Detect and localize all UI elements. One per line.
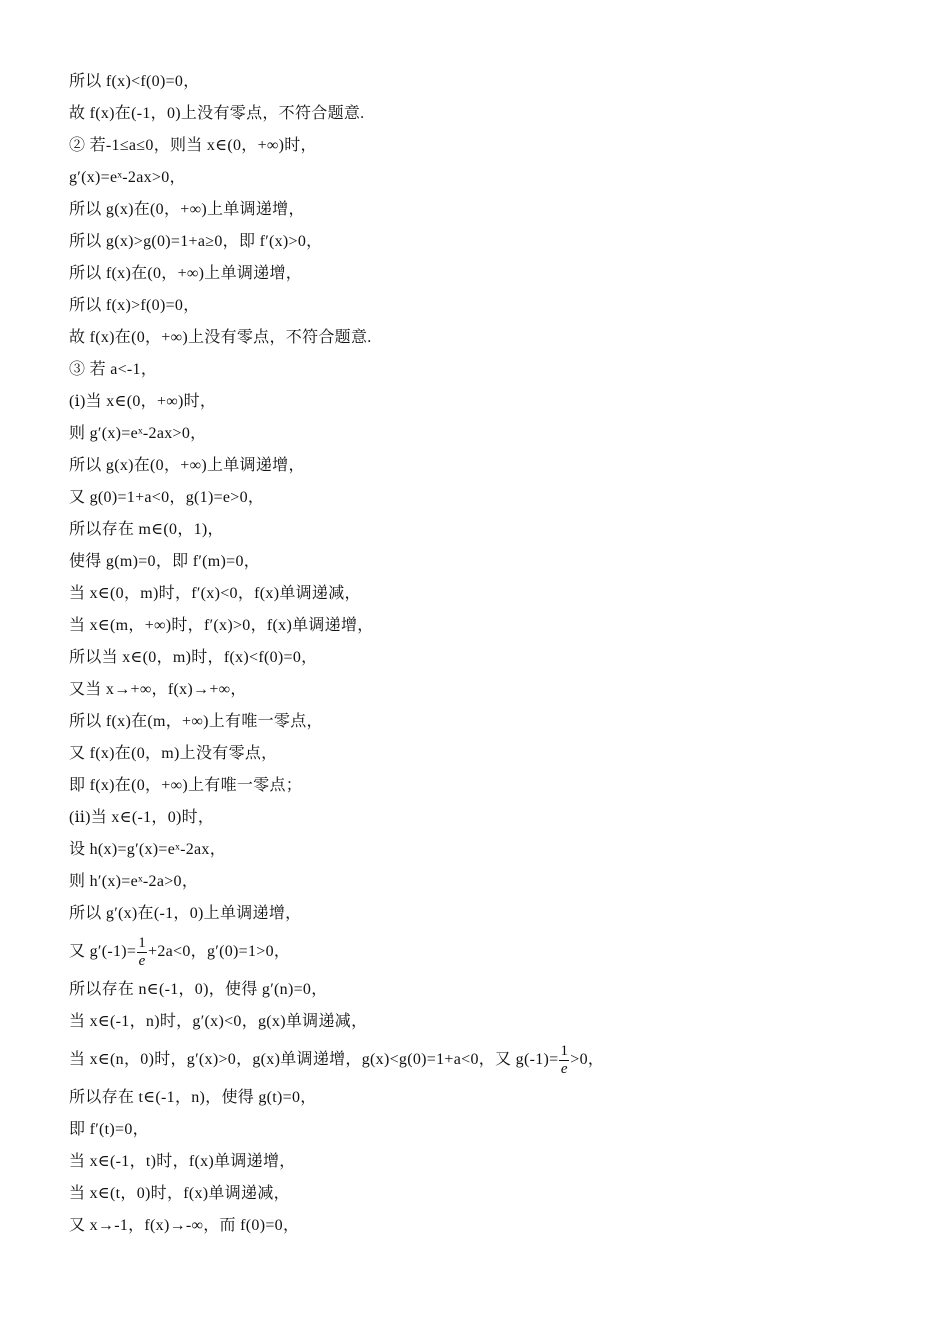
line-before-fraction: 又 g′(-1)= xyxy=(69,943,137,960)
text-line: 所以 f(x)>f(0)=0， xyxy=(69,297,200,314)
text-line: 故 f(x)在(0，+∞)上没有零点，不符合题意. xyxy=(69,329,372,346)
text-line: 所以存在 n∈(-1，0)，使得 g′(n)=0， xyxy=(69,981,328,998)
text-line: 当 x∈(t，0)时，f(x)单调递减， xyxy=(69,1185,290,1202)
text-line: g′(x)=eˣ-2ax>0， xyxy=(69,169,186,186)
line-after-fraction: +2a<0，g′(0)=1>0， xyxy=(148,943,291,960)
fraction-denominator: e xyxy=(138,952,146,969)
text-line: 则 h′(x)=eˣ-2a>0， xyxy=(69,873,199,890)
text-line: 设 h(x)=g′(x)=eˣ-2ax， xyxy=(69,841,227,858)
text-line: 所以 g(x)>g(0)=1+a≥0，即 f′(x)>0， xyxy=(69,233,323,250)
text-line: 所以存在 m∈(0，1)， xyxy=(69,521,224,538)
text-line: 所以 g′(x)在(-1，0)上单调递增， xyxy=(69,905,302,922)
text-line: 所以 g(x)在(0，+∞)上单调递增， xyxy=(69,201,305,218)
text-line: 则 g′(x)=eˣ-2ax>0， xyxy=(69,425,207,442)
text-line: ③ 若 a<-1， xyxy=(69,361,158,378)
text-line: 即 f′(t)=0， xyxy=(69,1121,149,1138)
fraction-numerator: 1 xyxy=(138,934,147,951)
text-line: 即 f(x)在(0，+∞)上有唯一零点； xyxy=(69,777,303,794)
text-line: 所以 f(x)在(m，+∞)上有唯一零点， xyxy=(69,713,323,730)
text-line: 当 x∈(-1，n)时，g′(x)<0，g(x)单调递减， xyxy=(69,1013,368,1030)
text-line: 所以 f(x)在(0，+∞)上单调递增， xyxy=(69,265,303,282)
text-line: 当 x∈(m，+∞)时，f′(x)>0，f(x)单调递增， xyxy=(69,617,374,634)
text-line: 故 f(x)在(-1，0)上没有零点，不符合题意. xyxy=(69,105,365,122)
text-line: 又 f(x)在(0，m)上没有零点， xyxy=(69,745,278,762)
text-line: (ⅱ)当 x∈(-1，0)时， xyxy=(69,809,215,826)
text-line: 所以 f(x)<f(0)=0， xyxy=(69,73,200,90)
text-line: 使得 g(m)=0，即 f′(m)=0， xyxy=(69,553,261,570)
text-line: 当 x∈(0，m)时，f′(x)<0，f(x)单调递减， xyxy=(69,585,361,602)
fraction-line xyxy=(69,930,889,974)
line-after-fraction: >0， xyxy=(570,1051,605,1068)
text-line: (ⅰ)当 x∈(0，+∞)时， xyxy=(69,393,217,410)
line-before-fraction: 当 x∈(n，0)时，g′(x)>0，g(x)单调递增，g(x)<g(0)=1+a<0，又 g(-1)= xyxy=(69,1051,559,1068)
text-line: ② 若-1≤a≤0，则当 x∈(0，+∞)时， xyxy=(69,137,317,154)
text-line: 当 x∈(-1，t)时，f(x)单调递增， xyxy=(69,1153,296,1170)
fraction xyxy=(137,935,147,970)
fraction xyxy=(559,1043,569,1078)
text-line: 所以存在 t∈(-1，n)，使得 g(t)=0， xyxy=(69,1089,317,1106)
text-line: 所以当 x∈(0，m)时，f(x)<f(0)=0， xyxy=(69,649,318,666)
text-line: 又 g(0)=1+a<0，g(1)=e>0， xyxy=(69,489,265,506)
text-line: 所以 g(x)在(0，+∞)上单调递增， xyxy=(69,457,305,474)
fraction-numerator: 1 xyxy=(560,1042,569,1059)
document-body xyxy=(69,66,889,1242)
text-line: 又 x→-1，f(x)→-∞，而 f(0)=0， xyxy=(69,1217,300,1234)
fraction-denominator: e xyxy=(560,1060,568,1077)
fraction-line xyxy=(69,1038,889,1082)
text-line: 又当 x→+∞，f(x)→+∞， xyxy=(69,681,247,698)
